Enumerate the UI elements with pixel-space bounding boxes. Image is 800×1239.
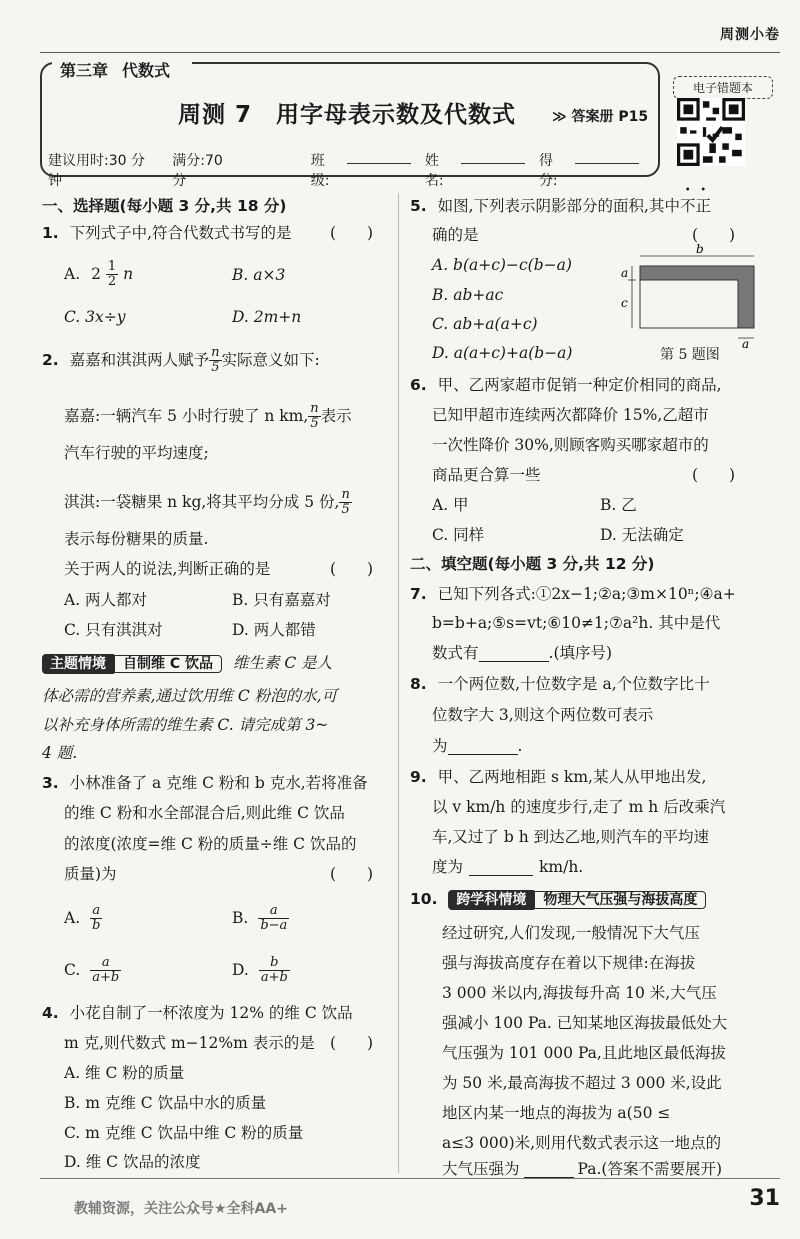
q5-figure-label-b: b bbox=[696, 244, 704, 256]
q2-jiajia-line1: 嘉嘉:一辆汽车 5 小时行驶了 n km, $\frac{n}{5}$ 表示 bbox=[64, 401, 352, 432]
q1-option-a[interactable] bbox=[64, 260, 133, 290]
q3-option-c[interactable]: C. $\frac{a}{a+b}$ bbox=[64, 955, 120, 986]
q6-number: 6. bbox=[410, 376, 427, 394]
q9-line4: 度为 km/h. bbox=[432, 858, 584, 876]
q4-option-b[interactable]: B. m 克维 C 饮品中水的质量 bbox=[64, 1094, 267, 1112]
q2-ask: 关于两人的说法,判断正确的是 bbox=[64, 560, 271, 578]
q10-line2: 强与海拔高度存在着以下规律:在海拔 bbox=[442, 954, 696, 972]
name-field[interactable] bbox=[461, 150, 525, 164]
q10-header bbox=[410, 890, 706, 910]
q1-option-d[interactable]: D. 2m+n bbox=[232, 308, 302, 326]
q10-line5: 气压强为 101 000 Pa,且此地区最低海拔 bbox=[442, 1044, 726, 1062]
q7-answer-blank[interactable] bbox=[479, 648, 549, 662]
q2-qiqi-line1: 淇淇:一袋糖果 n kg,将其平均分成 5 份, $\frac{n}{5}$ bbox=[64, 487, 350, 518]
q3-option-a-fraction: $\frac{a}{b}$ bbox=[92, 903, 101, 934]
q6-option-a[interactable]: A. 甲 bbox=[432, 496, 469, 514]
footer-rule bbox=[40, 1178, 780, 1179]
q5-figure-label-c: c bbox=[621, 296, 628, 310]
q1-option-b[interactable]: B. a×3 bbox=[232, 266, 286, 284]
theme-intro-line2: 体必需的营养素,通过饮用维 C 粉泡的水,可 bbox=[42, 687, 338, 705]
theme-intro-line4: 4 题. bbox=[42, 744, 78, 762]
q9-line2: 以 v km/h 的速度步行,走了 m h 后改乘汽 bbox=[432, 798, 726, 816]
theme-tag: 主题情境 自制维 C 饮品 bbox=[42, 654, 222, 674]
q1-option-a-label: A. bbox=[64, 264, 81, 283]
q2-option-d[interactable]: D. 两人都错 bbox=[232, 621, 316, 639]
footer-advert: 教辅资源，关注公众号★全科AA+ bbox=[74, 1201, 288, 1217]
q1-answer-paren[interactable]: ( ) bbox=[330, 224, 374, 242]
q2-number: 2. bbox=[42, 350, 59, 369]
q6-option-c[interactable]: C. 同样 bbox=[432, 526, 485, 544]
q8-number: 8. bbox=[410, 675, 427, 693]
chapter-topic: 代数式 bbox=[122, 61, 171, 80]
q3-answer-paren[interactable]: ( ) bbox=[330, 865, 374, 883]
q6-line3: 一次性降价 30%,则顾客购买哪家超市的 bbox=[432, 436, 709, 454]
header-rule bbox=[40, 52, 780, 53]
grade-field[interactable] bbox=[575, 150, 639, 164]
q3-line3: 的浓度(浓度=维 C 粉的质量÷维 C 饮品的 bbox=[64, 835, 357, 853]
q5-line2: 确的是 bbox=[432, 226, 479, 244]
q3-option-b-fraction: $\frac{a}{b-a}$ bbox=[260, 903, 288, 934]
q6-line4: 商品更合算一些 bbox=[432, 466, 541, 484]
q8-line2: 位数字大 3,则这个两位数可表示 bbox=[432, 706, 654, 724]
q3-line2: 的维 C 粉和水全部混合后,则此维 C 饮品 bbox=[64, 804, 345, 822]
q7-line2: b=b+a;⑤s=vt;⑥10≠1;⑦a²h. 其中是代 bbox=[432, 614, 721, 632]
time-label: 建议用时:30 分钟 bbox=[48, 153, 145, 189]
q2-option-b[interactable]: B. 只有嘉嘉对 bbox=[232, 591, 331, 609]
name-label: 姓名: bbox=[424, 153, 444, 189]
q6-answer-paren[interactable]: ( ) bbox=[692, 466, 736, 484]
q2-jiajia-line2: 汽车行驶的平均速度; bbox=[64, 444, 209, 462]
q1-option-a-int: 2 bbox=[91, 264, 101, 283]
column-divider bbox=[398, 193, 399, 1173]
answer-reference: ≫ 答案册 P15 bbox=[552, 109, 649, 125]
q6-option-d[interactable]: D. 无法确定 bbox=[600, 526, 684, 544]
class-label: 班级: bbox=[310, 153, 330, 189]
q3-number: 3. bbox=[42, 774, 59, 792]
q6-line2: 已知甲超市连续两次都降价 15%,乙超市 bbox=[432, 406, 709, 424]
series-label: 周测小卷 bbox=[720, 27, 780, 43]
q2-text: 嘉嘉和淇淇两人赋予 bbox=[69, 350, 210, 369]
q5-figure-caption: 第 5 题图 bbox=[660, 347, 720, 363]
q2-option-a[interactable]: A. 两人都对 bbox=[64, 591, 148, 609]
q2-stem bbox=[42, 346, 320, 376]
q5-figure-label-a-top: a bbox=[621, 266, 629, 280]
theme-intro-line1: 主题情境 自制维 C 饮品 维生素 C 是人 bbox=[42, 654, 332, 674]
q3-line4: 质量)为 bbox=[64, 865, 117, 883]
q2-qiqi-fraction: $\frac{n}{5}$ bbox=[341, 487, 350, 518]
section-2-title: 二、填空题(每小题 3 分,共 12 分) bbox=[410, 555, 655, 573]
q2-answer-paren[interactable]: ( ) bbox=[330, 560, 374, 578]
q9-line1: 9. 甲、乙两地相距 s km,某人从甲地出发, bbox=[410, 768, 707, 786]
q9-number: 9. bbox=[410, 768, 427, 786]
q5-figure-shaded bbox=[640, 266, 754, 328]
q10-line3: 3 000 米以内,海拔每升高 10 米,大气压 bbox=[442, 984, 717, 1002]
q5-line1: 5. 如图,下列表示阴影部分的面积,其中不正 bbox=[410, 197, 712, 215]
q5-figure bbox=[618, 244, 774, 348]
chapter-number: 第三章 bbox=[60, 61, 109, 80]
qr-code-icon[interactable] bbox=[677, 98, 745, 166]
q4-line2: m 克,则代数式 m−12%m 表示的是 bbox=[64, 1034, 315, 1052]
q5-option-d[interactable]: D. a(a+c)+a(b−a) bbox=[432, 344, 573, 362]
q2-text-end: 实际意义如下: bbox=[221, 350, 320, 369]
q3-option-d-fraction: $\frac{b}{a+b}$ bbox=[260, 955, 288, 986]
q3-option-c-fraction: $\frac{a}{a+b}$ bbox=[92, 955, 120, 986]
grade-label: 得分: bbox=[538, 153, 558, 189]
q10-line1: 经过研究,人们发现,一般情况下大气压 bbox=[442, 924, 700, 942]
q10-number: 10. bbox=[410, 890, 438, 908]
q5-figure-label-a-right: a bbox=[742, 337, 750, 348]
q1-option-a-fraction: $\frac{1}{2}$ bbox=[107, 259, 117, 290]
page-title: 周测 7 用字母表示数及代数式 bbox=[178, 102, 517, 128]
q4-line1: 4. 小花自制了一杯浓度为 12% 的维 C 饮品 bbox=[42, 1004, 353, 1022]
q1-stem bbox=[42, 226, 292, 242]
q3-option-b[interactable]: B. $\frac{a}{b-a}$ bbox=[232, 903, 288, 934]
theme-intro-line3: 以补充身体所需的维生素 C. 请完成第 3~ bbox=[42, 716, 329, 734]
q5-option-a[interactable]: A. b(a+c)−c(b−a) bbox=[432, 256, 572, 274]
page-number: 31 bbox=[749, 1186, 780, 1211]
q10-line6: 为 50 米,最高海拔不超过 3 000 米,设此 bbox=[442, 1074, 722, 1092]
q10-tag: 跨学科情境 物理大气压强与海拔高度 bbox=[448, 890, 706, 910]
q1-option-c[interactable]: C. 3x÷y bbox=[64, 308, 126, 326]
q7-line3: 数式有 .(填序号) bbox=[432, 644, 613, 662]
q3-option-a[interactable]: A. $\frac{a}{b}$ bbox=[64, 903, 101, 934]
q5-option-c[interactable]: C. ab+a(a+c) bbox=[432, 315, 538, 333]
q6-option-b[interactable]: B. 乙 bbox=[600, 496, 637, 514]
q8-answer-blank[interactable] bbox=[448, 741, 518, 755]
q1-option-a-var: n bbox=[123, 264, 134, 283]
q3-option-d[interactable]: D. $\frac{b}{a+b}$ bbox=[232, 955, 288, 986]
section-1-title: 一、选择题(每小题 3 分,共 18 分) bbox=[42, 197, 287, 215]
q9-answer-blank[interactable] bbox=[469, 862, 533, 876]
qr-label: 电子错题本 bbox=[673, 76, 773, 99]
q1-text: 下列式子中,符合代数式书写的是 bbox=[69, 224, 292, 242]
q2-jiajia-fraction: $\frac{n}{5}$ bbox=[310, 401, 319, 432]
q10-line8: a≤3 000)米,则用代数式表示这一地点的 bbox=[442, 1134, 722, 1152]
q2-fraction: $\frac{n}{5}$ bbox=[211, 345, 220, 376]
score-label: 满分:70 分 bbox=[172, 153, 223, 189]
q10-line7: 地区内某一地点的海拔为 a(50 ≤ bbox=[442, 1104, 671, 1122]
q3-line1: 3. 小林准备了 a 克维 C 粉和 b 克水,若将准备 bbox=[42, 774, 368, 792]
q2-option-c[interactable]: C. 只有淇淇对 bbox=[64, 621, 163, 639]
q10-answer-blank[interactable] bbox=[524, 1164, 574, 1178]
q8-line3: 为 . bbox=[432, 737, 523, 755]
info-row bbox=[48, 150, 653, 190]
q4-answer-paren[interactable]: ( ) bbox=[330, 1034, 374, 1052]
q10-line4: 强减小 100 Pa. 已知某地区海拔最低处大 bbox=[442, 1014, 728, 1032]
q4-number: 4. bbox=[42, 1004, 59, 1022]
class-field[interactable] bbox=[347, 150, 411, 164]
q2-qiqi-line2: 表示每份糖果的质量. bbox=[64, 530, 209, 548]
q6-line1: 6. 甲、乙两家超市促销一种定价相同的商品, bbox=[410, 376, 722, 394]
q5-answer-paren[interactable]: ( ) bbox=[692, 226, 736, 244]
q4-option-d[interactable]: D. 维 C 饮品的浓度 bbox=[64, 1153, 201, 1171]
q4-option-c[interactable]: C. m 克维 C 饮品中维 C 粉的质量 bbox=[64, 1124, 304, 1142]
q7-number: 7. bbox=[410, 585, 427, 603]
q10-line9: 大气压强为 Pa.(答案不需要展开) bbox=[442, 1160, 723, 1178]
q1-number: 1. bbox=[42, 224, 59, 242]
q5-number: 5. bbox=[410, 197, 427, 215]
q5-option-b[interactable]: B. ab+ac bbox=[432, 286, 504, 304]
q4-option-a[interactable]: A. 维 C 粉的质量 bbox=[64, 1064, 185, 1082]
chapter-heading bbox=[52, 58, 192, 81]
q8-line1: 8. 一个两位数,十位数字是 a,个位数字比十 bbox=[410, 675, 710, 693]
q9-line3: 车,又过了 b h 到达乙地,则汽车的平均速 bbox=[432, 828, 710, 846]
q7-line1: 7. 已知下列各式:①2x−1;②a;③m×10ⁿ;④a+ bbox=[410, 585, 736, 603]
